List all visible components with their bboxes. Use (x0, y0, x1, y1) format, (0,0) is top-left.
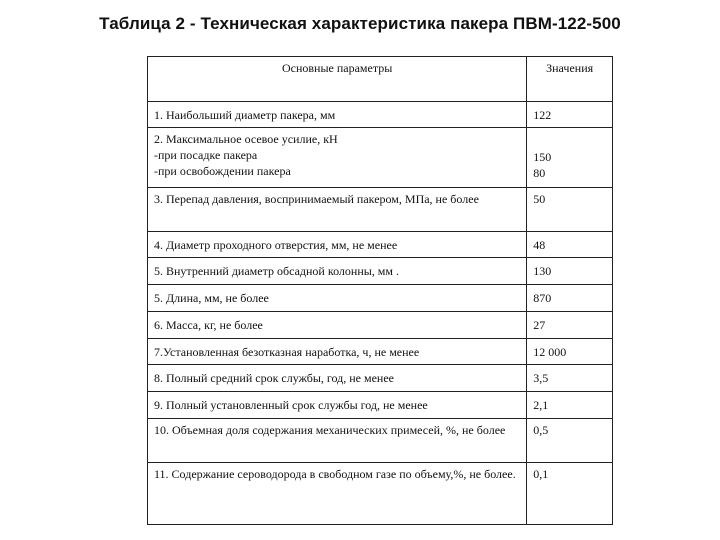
header-values: Значения (527, 57, 613, 102)
value-subitem: 150 (533, 149, 552, 164)
table-row (148, 258, 613, 285)
page-title: Таблица 2 - Техническая характеристика пакера ПВМ-122-500 (99, 14, 621, 33)
header-parameters: Основные параметры (148, 57, 527, 102)
param-cell: 11. Содержание сероводорода в свободном газе по объему,%, не более. (148, 463, 527, 525)
param-cell (148, 128, 527, 188)
value-cell: 130 (527, 258, 613, 285)
table-row (148, 463, 613, 525)
param-cell: 9. Полный установленный срок службы год, не менее (148, 392, 527, 419)
table-row (148, 285, 613, 312)
value-cell: 0,1 (527, 463, 613, 525)
param-subitem: -при освобождении пакера (154, 164, 291, 178)
param-cell: 1. Наибольший диаметр пакера, мм (148, 102, 527, 128)
value-cell: 12 000 (527, 339, 613, 365)
value-cell: 50 (527, 188, 613, 232)
param-cell: 10. Объемная доля содержания механических примесей, %, не более (148, 419, 527, 463)
value-cell: 0,5 (527, 419, 613, 463)
value-cell: 3,5 (527, 365, 613, 392)
param-cell: 7.Установленная безотказная наработка, ч, не менее (148, 339, 527, 365)
param-subitem: -при посадке пакера (154, 148, 258, 162)
table-header-row (148, 57, 613, 102)
param-cell: 3. Перепад давления, воспринимаемый пакером, МПа, не более (148, 188, 527, 232)
table-row (148, 392, 613, 419)
param-cell: 8. Полный средний срок службы, год, не менее (148, 365, 527, 392)
value-cell: 27 (527, 312, 613, 339)
table-row (148, 102, 613, 128)
table-row (148, 365, 613, 392)
table-row (148, 419, 613, 463)
value-subitem: 80 (533, 165, 546, 180)
param-cell: 4. Диаметр проходного отверстия, мм, не менее (148, 232, 527, 258)
value-cell: 2,1 (527, 392, 613, 419)
value-cell: 122 (527, 102, 613, 128)
param-cell: 5. Внутренний диаметр обсадной колонны, мм . (148, 258, 527, 285)
value-cell: 870 (527, 285, 613, 312)
table-row (148, 128, 613, 188)
table-row (148, 312, 613, 339)
table-row (148, 339, 613, 365)
table-row (148, 188, 613, 232)
table-row (148, 232, 613, 258)
param-cell: 6. Масса, кг, не более (148, 312, 527, 339)
value-cell (527, 128, 613, 188)
param-cell: 5. Длина, мм, не более (148, 285, 527, 312)
value-cell: 48 (527, 232, 613, 258)
spec-table (147, 56, 613, 525)
param-text: 2. Максимальное осевое усилие, кН (154, 132, 338, 146)
